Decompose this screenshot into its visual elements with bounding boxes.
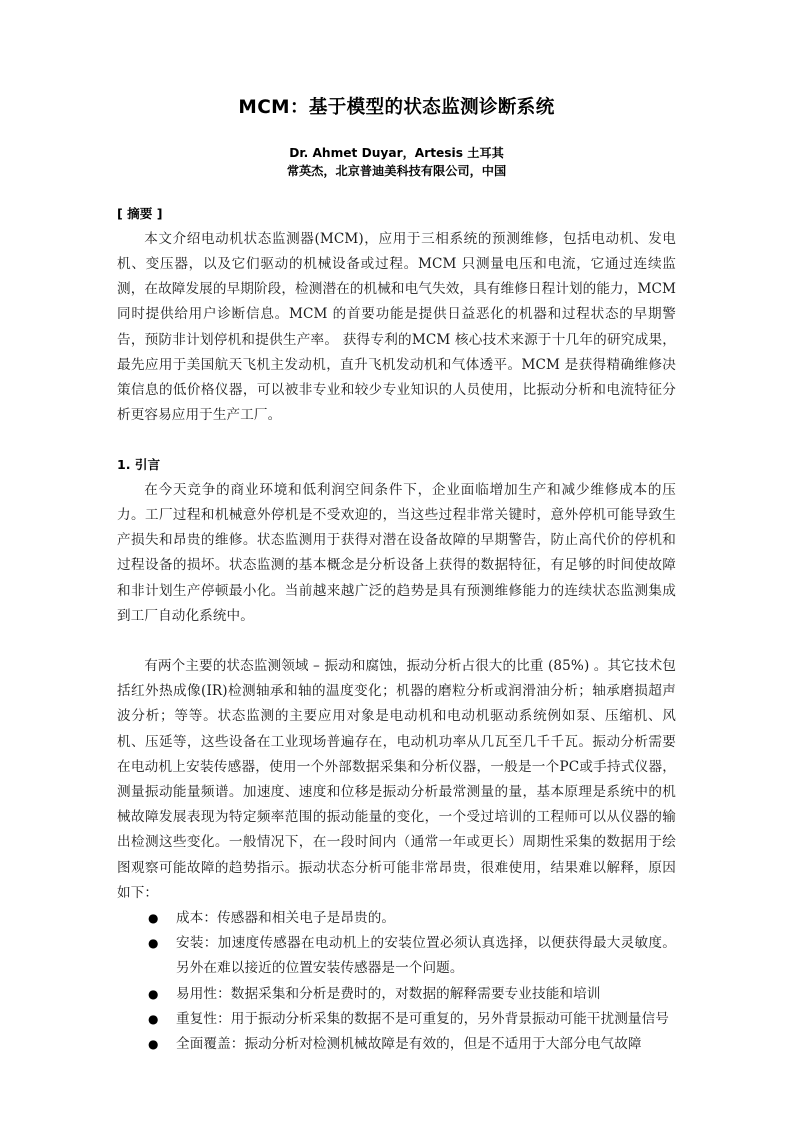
list-item (117, 906, 676, 931)
list-item (117, 931, 676, 981)
page-content (117, 0, 676, 1057)
list-item-text: 重复性：用于振动分析采集的数据不是可重复的，另外背景振动可能干扰测量信号 (176, 1010, 669, 1027)
limitations-bullet-list (117, 906, 676, 1057)
list-item-text: 全面覆盖：振动分析对检测机械故障是有效的，但是不适用于大部分电气故障 (176, 1035, 642, 1052)
introduction-paragraph-2: 有两个主要的状态监测领域 – 振动和腐蚀，振动分析占很大的比重 (85%) 。其它技术包括红外热成像(IR)检测轴承和轴的温度变化；机器的磨粒分析或润滑油分析；轴承磨损超声波分析；等等。状态监测的主要应用对象是电动机和电动机驱动系统例如泵、压缩机、风机、压延等，这些设备在工业现场普遍存在，电动机功率从几瓦至几千千瓦。振动分析需要在电动机上安装传感器，使用一个外部数据采集和分析仪器，一般是一个PC或手持式仪器，测量振动能量频谱。加速度、速度和位移是振动分析最常测量的量，基本原理是系统中的机械故障发展表现为特定频率范围的振动能量的变化，一个受过培训的工程师可以从仪器的输出检测这些变化。一般情况下，在一段时间内（通常一年或更长）周期性采集的数据用于绘图观察可能故障的趋势指示。振动状态分析可能非常昂贵，很难使用，结果难以解释，原因如下： (117, 657, 676, 901)
abstract-paragraph: 本文介绍电动机状态监测器(MCM)，应用于三相系统的预测维修，包括电动机、发电机、变压器，以及它们驱动的机械设备或过程。MCM 只测量电压和电流，它通过连续监测，在故障发展的早期阶段，检测潜在的机械和电气失效，具有维修日程计划的能力，MCM 同时提供给用户诊断信息。MCM 的首要功能是提供日益恶化的机器和过程状态的早期警告，预防非计划停机和提供生产率。 获得专利的MCM 核心技术来源于十几年的研究成果，最先应用于美国航天飞机主发动机，直升飞机发动机和气体透平。MCM 是获得精确维修决策信息的低价格仪器，可以被非专业和较少专业知识的人员使用，比振动分析和电流特征分析更容易应用于生产工厂。 (117, 230, 676, 424)
introduction-paragraph-1: 在今天竞争的商业环境和低利润空间条件下，企业面临增加生产和减少维修成本的压力。工厂过程和机械意外停机是不受欢迎的，当这些过程非常关键时，意外停机可能导致生产损失和昂贵的维修。状态监测用于获得对潜在设备故障的早期警告，防止高代价的停机和过程设备的损坏。状态监测的基本概念是分析设备上获得的数据特征，有足够的时间使故障和非计划生产停顿最小化。当前越来越广泛的趋势是具有预测维修能力的连续状态监测集成到工厂自动化系统中。 (117, 481, 676, 624)
bullet-icon: ● (148, 986, 159, 1001)
list-item-text: 易用性：数据采集和分析是费时的，对数据的解释需要专业技能和培训 (176, 985, 601, 1002)
bullet-icon: ● (148, 1011, 159, 1026)
bullet-icon: ● (148, 910, 159, 925)
bullet-icon: ● (148, 1036, 159, 1051)
author-line-primary: Dr. Ahmet Duyar，Artesis 土耳其 (289, 145, 504, 160)
author-block (117, 121, 676, 180)
page-title: MCM：基于模型的状态监测诊断系统 (238, 97, 555, 118)
bullet-icon: ● (148, 936, 159, 951)
section-heading-introduction: 1. 引言 (117, 457, 161, 473)
author-line-secondary: 常英杰，北京普迪美科技有限公司，中国 (286, 163, 507, 178)
list-item-text: 安装：加速度传感器在电动机上的安装位置必须认真选择，以便获得最大灵敏度。另外在难以接近的位置安装传感器是一个问题。 (176, 935, 676, 977)
list-item-text: 成本：传感器和相关电子是昂贵的。 (176, 909, 396, 926)
list-item (117, 982, 676, 1007)
abstract-heading: [ 摘要 ] (117, 206, 163, 222)
list-item (117, 1007, 676, 1032)
list-item (117, 1032, 676, 1057)
